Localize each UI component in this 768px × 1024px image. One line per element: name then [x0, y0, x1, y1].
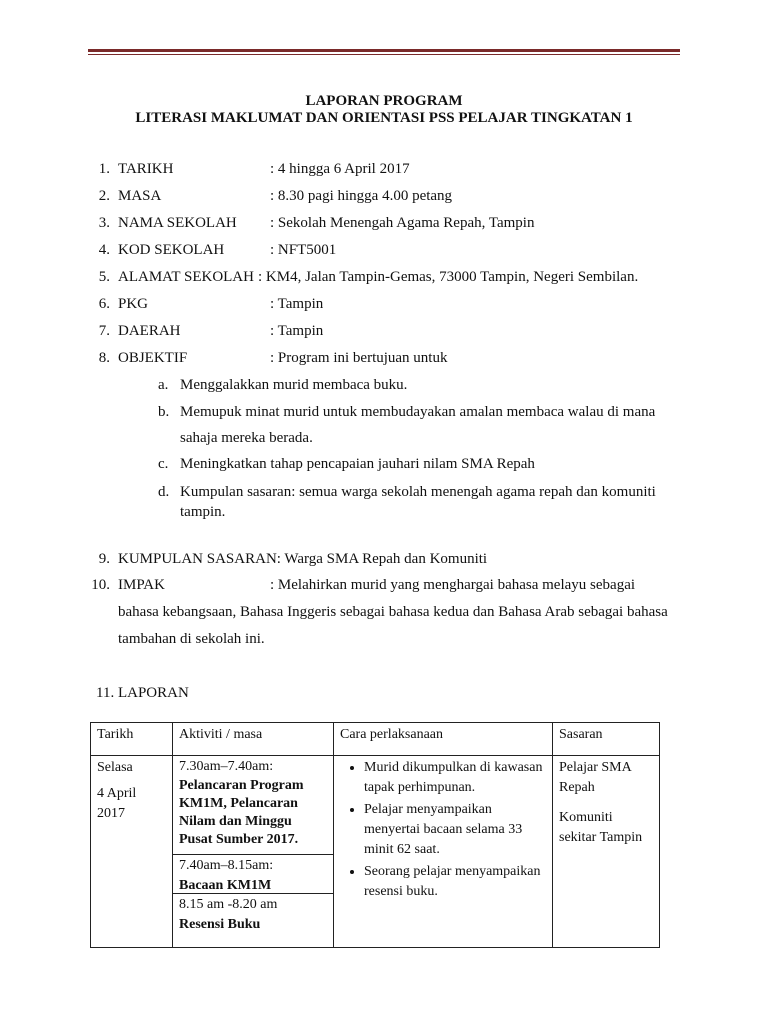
item-number: 9.: [98, 551, 110, 567]
item-number: 5.: [98, 269, 110, 285]
target-group-line: KUMPULAN SASARAN: Warga SMA Repah dan Komuniti: [118, 551, 488, 567]
method-item: • Seorang pelajar menyampaikan resensi buku.: [364, 862, 546, 902]
method-item: • Murid dikumpulkan di kawasan tapak perhimpunan.: [364, 758, 546, 798]
activity-title: Bacaan KM1M: [179, 878, 272, 893]
item-number: 8.: [98, 350, 110, 366]
objective-text-cont: tampin.: [180, 504, 226, 520]
objective-text: Kumpulan sasaran: semua warga sekolah menengah agama repah dan komuniti: [180, 484, 656, 500]
method-list: [340, 758, 546, 902]
item-value: : Tampin: [270, 323, 324, 339]
objective-text-cont: sahaja mereka berada.: [180, 430, 313, 446]
report-subtitle: LITERASI MAKLUMAT DAN ORIENTASI PSS PELAJAR TINGKATAN 1: [135, 110, 633, 126]
item-value: : NFT5001: [270, 242, 337, 258]
impact-text-cont: bahasa kebangsaan, Bahasa Inggeris sebagai bahasa kedua dan Bahasa Arab sebagai bahasa: [118, 604, 668, 620]
tarikh-cell: [91, 756, 173, 948]
objective-letter: c.: [158, 456, 169, 472]
sasaran-cell: [553, 756, 660, 948]
activity-block: [173, 756, 333, 855]
item-label: NAMA SEKOLAH: [118, 215, 237, 231]
item-label: ALAMAT SEKOLAH: [118, 269, 254, 285]
item-number: 1.: [98, 161, 110, 177]
item-label: OBJEKTIF: [118, 350, 188, 366]
table-header-row: [91, 723, 660, 756]
activity-time: 7.40am–8.15am:: [179, 858, 274, 873]
item-label: PKG: [118, 296, 149, 312]
item-number: 3.: [98, 215, 110, 231]
activity-time: 7.30am–7.40am:: [179, 759, 274, 774]
item-value: : Tampin: [270, 296, 324, 312]
report-title: LAPORAN PROGRAM: [305, 93, 463, 109]
item-label: MASA: [118, 188, 162, 204]
method-cell: [334, 756, 553, 948]
item-number: 10.: [91, 577, 110, 593]
tarikh-year: 2017: [97, 806, 125, 821]
objective-text: Menggalakkan murid membaca buku.: [180, 377, 408, 393]
impact-text-cont: tambahan di sekolah ini.: [118, 631, 265, 647]
item-value: : 8.30 pagi hingga 4.00 petang: [270, 188, 453, 204]
item-label: DAERAH: [118, 323, 181, 339]
objective-letter: b.: [158, 404, 170, 420]
header-rule-thick: [88, 49, 680, 52]
activity-title: Resensi Buku: [179, 917, 261, 932]
item-number: 4.: [98, 242, 110, 258]
table-row: [91, 756, 660, 948]
objective-text: Memupuk minat murid untuk membudayakan amalan membaca walau di mana: [180, 404, 656, 420]
activity-block: [173, 855, 333, 894]
item-label: TARIKH: [118, 161, 174, 177]
activity-cell: [173, 756, 334, 948]
activity-time: 8.15 am -8.20 am: [179, 897, 278, 912]
col-header-aktiviti: Aktiviti / masa: [173, 723, 334, 756]
objective-text: Meningkatkan tahap pencapaian jauhari nilam SMA Repah: [180, 456, 535, 472]
item-value: : Melahirkan murid yang menghargai bahasa melayu sebagai: [270, 577, 636, 593]
sasaran-secondary: Komuniti sekitar Tampin: [559, 810, 643, 845]
method-item: • Pelajar menyampaikan menyertai bacaan selama 33 minit 62 saat.: [364, 800, 546, 860]
sasaran-primary: Pelajar SMA Repah: [559, 760, 631, 795]
col-header-tarikh: Tarikh: [91, 723, 173, 756]
item-label: KOD SEKOLAH: [118, 242, 225, 258]
item-value: : 4 hingga 6 April 2017: [270, 161, 410, 177]
col-header-cara: Cara perlaksanaan: [334, 723, 553, 756]
item-label: IMPAK: [118, 577, 165, 593]
tarikh-date: 4 April: [97, 786, 137, 801]
report-table: [90, 722, 660, 948]
item-value: : KM4, Jalan Tampin-Gemas, 73000 Tampin, Negeri Sembilan.: [258, 269, 639, 285]
item-number: 6.: [98, 296, 110, 312]
activity-title: Pelancaran Program KM1M, Pelancaran Nilam dan Minggu Pusat Sumber 2017.: [179, 778, 304, 847]
tarikh-day: Selasa: [97, 760, 133, 775]
item-number: 7.: [98, 323, 110, 339]
item-number: 2.: [98, 188, 110, 204]
item-value: : Program ini bertujuan untuk: [270, 350, 448, 366]
col-header-sasaran: Sasaran: [553, 723, 660, 756]
report-heading: 11. LAPORAN: [96, 685, 189, 701]
item-value: : Sekolah Menengah Agama Repah, Tampin: [270, 215, 535, 231]
activity-block: [173, 894, 333, 936]
header-rule-thin: [88, 54, 680, 55]
objective-letter: d.: [158, 484, 170, 500]
objective-letter: a.: [158, 377, 169, 393]
